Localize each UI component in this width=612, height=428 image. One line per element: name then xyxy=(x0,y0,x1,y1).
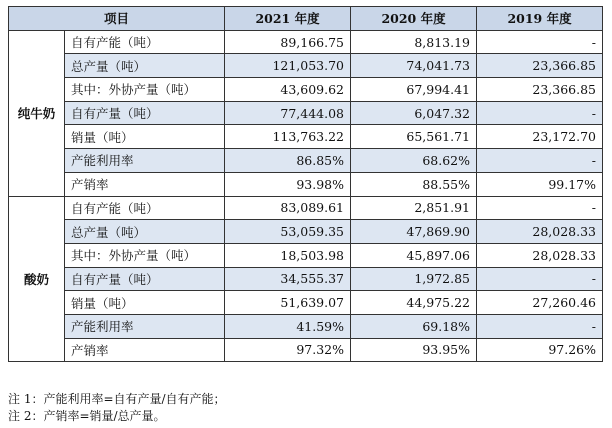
value-2020: 65,561.71 xyxy=(351,125,477,149)
metric-label: 自有产量（吨） xyxy=(65,267,225,291)
capacity-table xyxy=(8,6,603,362)
value-2021: 18,503.98 xyxy=(225,243,351,267)
value-2020: 69.18% xyxy=(351,314,477,338)
table-row xyxy=(9,30,603,54)
value-2020: 68.62% xyxy=(351,149,477,173)
metric-label: 自有产量（吨） xyxy=(65,101,225,125)
value-2019: 28,028.33 xyxy=(477,220,603,244)
category-cell: 纯牛奶 xyxy=(9,30,65,196)
metric-label: 销量（吨） xyxy=(65,291,225,315)
value-2021: 89,166.75 xyxy=(225,30,351,54)
metric-label: 产销率 xyxy=(65,338,225,362)
category-cell: 酸奶 xyxy=(9,196,65,362)
value-2020: 45,897.06 xyxy=(351,243,477,267)
metric-label: 产能利用率 xyxy=(65,149,225,173)
table-row xyxy=(9,196,603,220)
metric-label: 产销率 xyxy=(65,172,225,196)
table-row xyxy=(9,314,603,338)
value-2019: 99.17% xyxy=(477,172,603,196)
value-2019: 27,260.46 xyxy=(477,291,603,315)
value-2021: 97.32% xyxy=(225,338,351,362)
value-2019: - xyxy=(477,196,603,220)
header-2020: 2020 年度 xyxy=(351,7,477,31)
table-row xyxy=(9,220,603,244)
value-2021: 93.98% xyxy=(225,172,351,196)
table-row xyxy=(9,291,603,315)
value-2021: 34,555.37 xyxy=(225,267,351,291)
value-2021: 43,609.62 xyxy=(225,78,351,102)
value-2019: 28,028.33 xyxy=(477,243,603,267)
value-2019: - xyxy=(477,30,603,54)
value-2019: - xyxy=(477,314,603,338)
footnotes xyxy=(8,391,226,425)
value-2019: - xyxy=(477,267,603,291)
value-2019: 23,366.85 xyxy=(477,54,603,78)
value-2019: 23,172.70 xyxy=(477,125,603,149)
value-2020: 74,041.73 xyxy=(351,54,477,78)
value-2020: 44,975.22 xyxy=(351,291,477,315)
table-row xyxy=(9,101,603,125)
metric-label: 自有产能（吨） xyxy=(65,196,225,220)
value-2020: 8,813.19 xyxy=(351,30,477,54)
value-2021: 86.85% xyxy=(225,149,351,173)
value-2019: - xyxy=(477,101,603,125)
value-2021: 51,639.07 xyxy=(225,291,351,315)
value-2019: - xyxy=(477,149,603,173)
value-2020: 47,869.90 xyxy=(351,220,477,244)
table-row xyxy=(9,54,603,78)
header-item: 项目 xyxy=(9,7,225,31)
table-row xyxy=(9,78,603,102)
metric-label: 销量（吨） xyxy=(65,125,225,149)
footnote-2: 注 2：产销率=销量/总产量。 xyxy=(8,409,166,423)
value-2019: 97.26% xyxy=(477,338,603,362)
value-2021: 121,053.70 xyxy=(225,54,351,78)
value-2021: 53,059.35 xyxy=(225,220,351,244)
table-row xyxy=(9,267,603,291)
header-2021: 2021 年度 xyxy=(225,7,351,31)
table-row xyxy=(9,125,603,149)
table-body xyxy=(9,30,603,362)
table-header-row xyxy=(9,7,603,31)
value-2020: 2,851.91 xyxy=(351,196,477,220)
value-2021: 113,763.22 xyxy=(225,125,351,149)
metric-label: 总产量（吨） xyxy=(65,220,225,244)
footnote-1: 注 1：产能利用率=自有产量/自有产能； xyxy=(8,392,226,406)
metric-label: 总产量（吨） xyxy=(65,54,225,78)
value-2021: 41.59% xyxy=(225,314,351,338)
metric-label: 其中：外协产量（吨） xyxy=(65,78,225,102)
value-2020: 67,994.41 xyxy=(351,78,477,102)
value-2020: 6,047.32 xyxy=(351,101,477,125)
metric-label: 其中：外协产量（吨） xyxy=(65,243,225,267)
metric-label: 产能利用率 xyxy=(65,314,225,338)
header-2019: 2019 年度 xyxy=(477,7,603,31)
table-row xyxy=(9,172,603,196)
table-row xyxy=(9,149,603,173)
value-2020: 88.55% xyxy=(351,172,477,196)
table-row xyxy=(9,338,603,362)
value-2021: 83,089.61 xyxy=(225,196,351,220)
value-2019: 23,366.85 xyxy=(477,78,603,102)
value-2020: 1,972.85 xyxy=(351,267,477,291)
metric-label: 自有产能（吨） xyxy=(65,30,225,54)
value-2020: 93.95% xyxy=(351,338,477,362)
value-2021: 77,444.08 xyxy=(225,101,351,125)
table-row xyxy=(9,243,603,267)
